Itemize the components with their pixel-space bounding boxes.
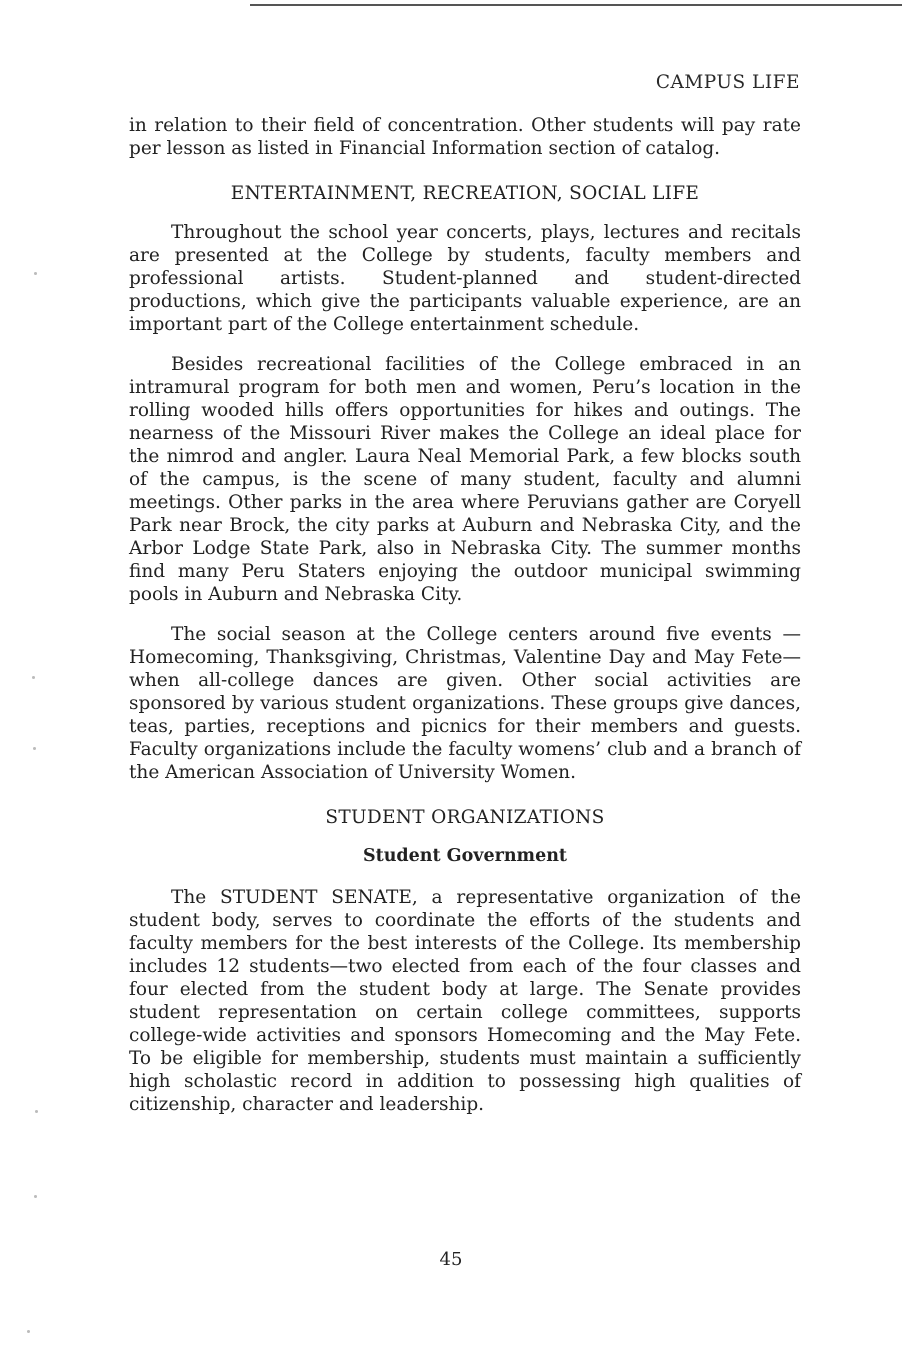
continuation-paragraph: in relation to their field of concentration. Other students will pay rate per lesson as listed in Financial Information section of catalog. bbox=[129, 115, 801, 159]
paragraph-student-senate: The STUDENT SENATE, a representative organization of the student body, serves to coordinate the efforts of the students and faculty members for the best interests of the College. Its membership includes 12 students—two elected from each of the four classes and four elected from the student body at large. The Senate provides student representation on certain college committees, supports college-wide activities and sponsors Homecoming and the May Fete. To be eligible for membership, students must maintain a sufficiently high scholastic record in addition to possessing high qualities of citizenship, character and leadership. bbox=[129, 887, 801, 1115]
top-rule bbox=[250, 4, 902, 6]
paragraph-recreation: Besides recreational facilities of the College embraced in an intramural program for both men and women, Peru’s location in the rolling wooded hills offers opportunities for hikes and outings. The nearness of the Missouri River makes the College an ideal place for the nimrod and angler. Laura Neal Memorial Park, a few blocks south of the campus, is the scene of many student, faculty and alumni meetings. Other parks in the area where Peruvians gather are Coryell Park near Brock, the city parks at Auburn and Nebraska City, and the Arbor Lodge State Park, also in Nebraska City. The summer months find many Peru Staters enjoying the outdoor municipal swimming pools in Auburn and Nebraska City. bbox=[129, 354, 801, 605]
running-header: CAMPUS LIFE bbox=[655, 72, 800, 93]
subheading-student-government: Student Government bbox=[362, 846, 568, 866]
page-number: 45 bbox=[439, 1249, 463, 1270]
paragraph-social-life: The social season at the College centers around five events —Homecoming, Thanksgiving, Christmas, Valentine Day and May Fete—when all-college dances are given. Other social activities are sponsored by various student organizations. These groups give dances, teas, parties, receptions and picnics for their members and guests. Faculty organizations include the faculty womens’ club and a branch of the American Association of University Women. bbox=[129, 624, 801, 783]
paragraph-entertainment: Throughout the school year concerts, plays, lectures and recitals are presented at the College by students, faculty members and professional artists. Student-planned and student-directed productions, which give the participants valuable experience, are an important part of the College entertainment schedule. bbox=[129, 222, 801, 335]
page-body bbox=[129, 114, 801, 1133]
section-heading-student-organizations: STUDENT ORGANIZATIONS bbox=[325, 807, 605, 828]
section-heading-entertainment: ENTERTAINMENT, RECREATION, SOCIAL LIFE bbox=[230, 183, 700, 204]
